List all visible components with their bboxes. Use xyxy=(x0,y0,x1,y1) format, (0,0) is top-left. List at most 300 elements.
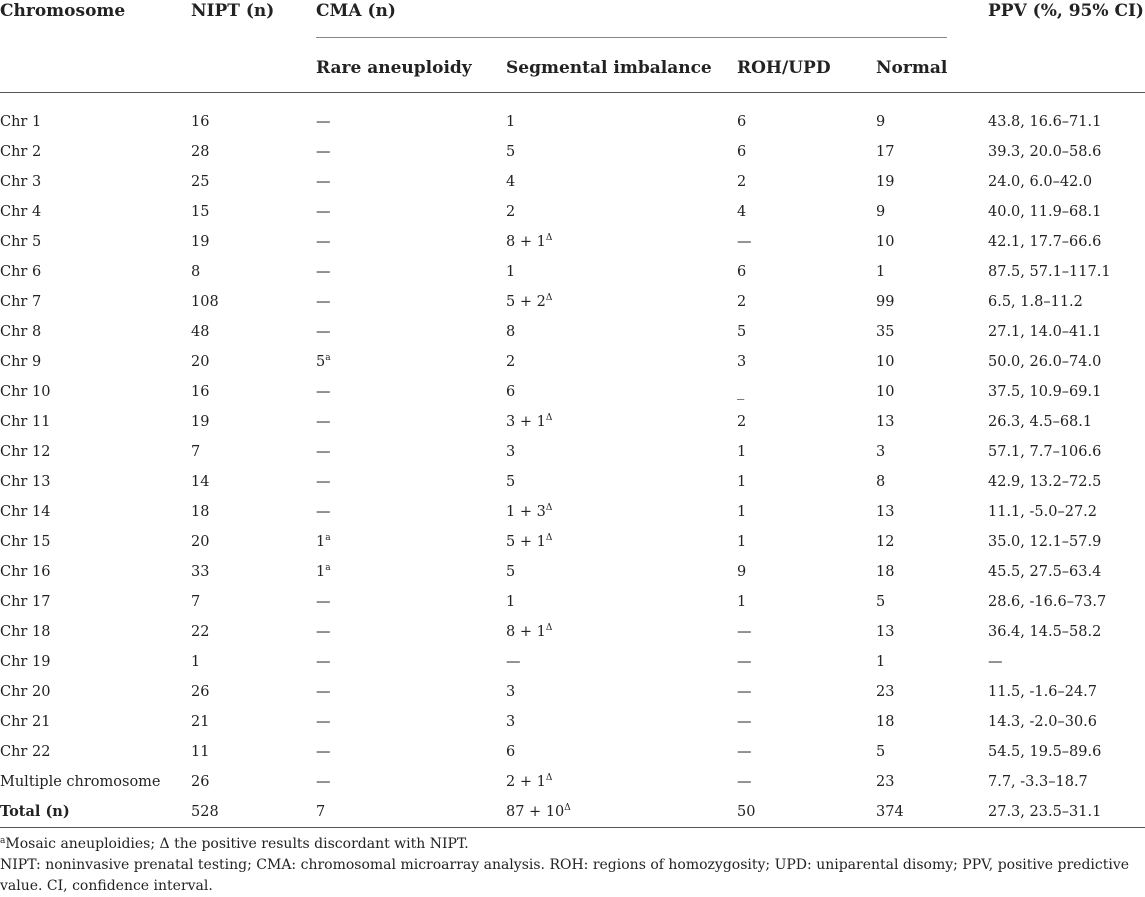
cell-chromosome-value: Chr 13 xyxy=(0,474,51,490)
cell-ppv xyxy=(988,167,1092,197)
cell-segmental-imbalance-value: 1 + 3 xyxy=(506,504,546,520)
cell-nipt xyxy=(191,467,209,497)
cell-nipt-value: 19 xyxy=(191,234,210,250)
cell-ppv-value: 7.7, -3.3–18.7 xyxy=(988,774,1088,790)
cell-chromosome xyxy=(0,347,41,377)
cell-rare-aneuploidy-value: — xyxy=(316,474,331,490)
cell-normal xyxy=(876,587,885,617)
cell-ppv xyxy=(988,647,1003,677)
cell-roh-upd-value: 2 xyxy=(737,414,747,430)
cell-ppv-value: 11.1, -5.0–27.2 xyxy=(988,504,1097,520)
cell-rare-aneuploidy-value: 7 xyxy=(316,804,326,820)
cell-segmental-imbalance xyxy=(506,137,515,167)
cell-segmental-imbalance-value: 1 xyxy=(506,264,516,280)
cell-ppv-value: 28.6, -16.6–73.7 xyxy=(988,594,1107,610)
cell-roh-upd xyxy=(737,797,755,827)
cell-chromosome xyxy=(0,467,50,497)
cell-segmental-imbalance-value: 4 xyxy=(506,174,516,190)
cell-segmental-imbalance-value: 3 xyxy=(506,684,516,700)
cell-chromosome xyxy=(0,707,50,737)
table-row xyxy=(0,587,1145,617)
cell-rare-aneuploidy xyxy=(316,557,331,587)
cell-segmental-imbalance xyxy=(506,767,552,797)
cell-rare-aneuploidy xyxy=(316,587,331,617)
cell-segmental-imbalance-value: 8 + 1 xyxy=(506,624,546,640)
cell-segmental-imbalance xyxy=(506,707,515,737)
cell-rare-aneuploidy xyxy=(316,737,331,767)
cell-rare-aneuploidy xyxy=(316,317,331,347)
cell-normal xyxy=(876,197,885,227)
cell-nipt xyxy=(191,677,209,707)
cell-segmental-imbalance-superscript: Δ xyxy=(564,803,571,813)
cell-roh-upd xyxy=(737,227,752,257)
cell-roh-upd-value: 6 xyxy=(737,114,747,130)
cell-rare-aneuploidy-value: — xyxy=(316,324,331,340)
footnote-text-1: Mosaic aneuploidies; Δ the positive results discordant with NIPT. xyxy=(5,836,469,852)
cell-roh-upd xyxy=(737,737,752,767)
cell-rare-aneuploidy-value: — xyxy=(316,144,331,160)
cell-nipt xyxy=(191,647,200,677)
cell-rare-aneuploidy xyxy=(316,137,331,167)
cell-normal xyxy=(876,137,894,167)
cell-chromosome xyxy=(0,107,41,137)
footnote-symbols xyxy=(0,834,1140,855)
cell-segmental-imbalance-value: 5 + 2 xyxy=(506,294,546,310)
cell-ppv xyxy=(988,767,1088,797)
cell-nipt-value: 20 xyxy=(191,534,210,550)
cell-roh-upd-value: 2 xyxy=(737,174,747,190)
cell-chromosome-value: Chr 14 xyxy=(0,504,51,520)
cell-roh-upd-value: 1 xyxy=(737,504,747,520)
cell-ppv-value: 24.0, 6.0–42.0 xyxy=(988,174,1093,190)
cell-ppv xyxy=(988,437,1101,467)
cell-chromosome-value: Chr 2 xyxy=(0,144,42,160)
cell-rare-aneuploidy-value: 1 xyxy=(316,564,326,580)
cell-segmental-imbalance xyxy=(506,527,552,557)
cell-roh-upd-value: 1 xyxy=(737,594,747,610)
cell-roh-upd xyxy=(737,317,746,347)
cell-normal-value: 99 xyxy=(876,294,895,310)
cell-chromosome xyxy=(0,317,41,347)
cell-ppv-value: 50.0, 26.0–74.0 xyxy=(988,354,1102,370)
cell-segmental-imbalance xyxy=(506,647,521,677)
cell-roh-upd xyxy=(737,587,746,617)
cell-segmental-imbalance xyxy=(506,197,515,227)
cell-ppv-value: 36.4, 14.5–58.2 xyxy=(988,624,1102,640)
cell-rare-aneuploidy xyxy=(316,287,331,317)
cell-nipt-value: 16 xyxy=(191,114,210,130)
cell-ppv-value: 11.5, -1.6–24.7 xyxy=(988,684,1097,700)
cell-segmental-imbalance-value: 2 xyxy=(506,204,516,220)
cell-nipt-value: 1 xyxy=(191,654,201,670)
cell-nipt-value: 48 xyxy=(191,324,210,340)
cell-roh-upd xyxy=(737,557,746,587)
table-row xyxy=(0,437,1145,467)
cell-segmental-imbalance-value: 3 xyxy=(506,444,516,460)
cell-nipt-value: 15 xyxy=(191,204,210,220)
cell-segmental-imbalance xyxy=(506,467,515,497)
cell-chromosome-value: Chr 12 xyxy=(0,444,51,460)
cell-normal-value: 1 xyxy=(876,654,886,670)
table-row xyxy=(0,557,1145,587)
cell-roh-upd xyxy=(737,287,746,317)
cell-chromosome xyxy=(0,647,50,677)
table-row xyxy=(0,317,1145,347)
cell-ppv xyxy=(988,377,1101,407)
cell-nipt xyxy=(191,617,209,647)
cell-rare-aneuploidy xyxy=(316,527,331,557)
cell-normal xyxy=(876,407,894,437)
cell-nipt-value: 108 xyxy=(191,294,219,310)
cell-nipt-value: 19 xyxy=(191,414,210,430)
cell-chromosome xyxy=(0,617,50,647)
cell-normal-value: 374 xyxy=(876,804,904,820)
cell-roh-upd-value: 2 xyxy=(737,294,747,310)
cell-normal-value: 3 xyxy=(876,444,886,460)
cell-nipt-value: 21 xyxy=(191,714,210,730)
cell-nipt xyxy=(191,737,209,767)
cell-nipt xyxy=(191,497,209,527)
table-row xyxy=(0,407,1145,437)
cell-rare-aneuploidy xyxy=(316,227,331,257)
cell-roh-upd xyxy=(737,767,752,797)
table-row-total xyxy=(0,797,1145,827)
cell-segmental-imbalance xyxy=(506,437,515,467)
cell-segmental-imbalance-value: 5 xyxy=(506,474,516,490)
cell-rare-aneuploidy xyxy=(316,707,331,737)
table-row xyxy=(0,257,1145,287)
cell-roh-upd xyxy=(737,707,752,737)
cell-roh-upd xyxy=(737,167,746,197)
cell-rare-aneuploidy-value: — xyxy=(316,654,331,670)
cell-chromosome xyxy=(0,527,50,557)
cell-segmental-imbalance xyxy=(506,347,515,377)
cell-ppv xyxy=(988,467,1101,497)
cell-nipt xyxy=(191,347,209,377)
cell-nipt xyxy=(191,437,200,467)
cell-chromosome-value: Multiple chromosome xyxy=(0,774,161,790)
cell-segmental-imbalance-value: 5 + 1 xyxy=(506,534,546,550)
cell-roh-upd-value: 5 xyxy=(737,324,747,340)
cell-ppv xyxy=(988,197,1101,227)
cell-normal xyxy=(876,437,885,467)
cell-rare-aneuploidy-value: — xyxy=(316,684,331,700)
cell-roh-upd-value: 50 xyxy=(737,804,756,820)
cell-roh-upd-value: — xyxy=(737,774,752,790)
table-bottom-rule xyxy=(0,827,1145,828)
header-normal: Normal xyxy=(876,58,948,78)
cell-nipt xyxy=(191,107,209,137)
cell-rare-aneuploidy xyxy=(316,167,331,197)
cell-ppv-value: 26.3, 4.5–68.1 xyxy=(988,414,1093,430)
cell-nipt-value: 16 xyxy=(191,384,210,400)
cell-normal-value: 1 xyxy=(876,264,886,280)
cell-roh-upd xyxy=(737,407,746,437)
cell-roh-upd xyxy=(737,617,752,647)
cell-segmental-imbalance xyxy=(506,107,515,137)
cell-chromosome xyxy=(0,557,50,587)
cell-normal-value: 10 xyxy=(876,384,895,400)
cell-normal-value: 10 xyxy=(876,354,895,370)
cell-roh-upd-value: 1 xyxy=(737,444,747,460)
cell-nipt-value: 22 xyxy=(191,624,210,640)
cell-segmental-imbalance-value: 87 + 10 xyxy=(506,804,565,820)
footnote-marker: a xyxy=(0,836,6,846)
cell-segmental-imbalance-superscript: Δ xyxy=(545,533,553,543)
cell-chromosome-value: Total (n) xyxy=(0,803,70,820)
cma-header-rule xyxy=(316,37,947,38)
cell-normal xyxy=(876,347,894,377)
cell-roh-upd-value: 6 xyxy=(737,144,747,160)
cell-nipt xyxy=(191,257,200,287)
cell-chromosome-value: Chr 1 xyxy=(0,114,42,130)
cell-normal-value: 5 xyxy=(876,744,886,760)
cell-rare-aneuploidy xyxy=(316,467,331,497)
cell-roh-upd-value: — xyxy=(737,654,752,670)
cell-rare-aneuploidy xyxy=(316,197,331,227)
cell-roh-upd-value: — xyxy=(737,744,752,760)
footnote-abbreviations: NIPT: noninvasive prenatal testing; CMA: chromosomal microarray analysis. ROH: regions of homozygosity; UPD: uniparental disomy; PPV, positive predictive value. CI, confidence interval. xyxy=(0,857,1130,894)
cell-ppv-value: 27.3, 23.5–31.1 xyxy=(988,804,1102,820)
cell-rare-aneuploidy-value: — xyxy=(316,384,331,400)
cell-ppv-value: 27.1, 14.0–41.1 xyxy=(988,324,1102,340)
cell-chromosome-value: Chr 4 xyxy=(0,204,42,220)
cell-nipt-value: 528 xyxy=(191,804,219,820)
table-row xyxy=(0,377,1145,407)
cell-roh-upd xyxy=(737,347,746,377)
cell-roh-upd xyxy=(737,677,752,707)
cell-normal-value: 13 xyxy=(876,414,895,430)
table-row xyxy=(0,287,1145,317)
cell-chromosome-value: Chr 9 xyxy=(0,354,42,370)
cell-ppv-value: — xyxy=(988,654,1003,670)
cell-rare-aneuploidy-superscript: a xyxy=(325,563,331,573)
cell-segmental-imbalance-value: 3 + 1 xyxy=(506,414,546,430)
cell-ppv xyxy=(988,527,1101,557)
cell-roh-upd-value: 3 xyxy=(737,354,747,370)
cell-rare-aneuploidy xyxy=(316,377,331,407)
cell-chromosome xyxy=(0,737,50,767)
cell-normal xyxy=(876,227,894,257)
cell-normal-value: 18 xyxy=(876,714,895,730)
cell-normal xyxy=(876,677,894,707)
cell-roh-upd-value: 6 xyxy=(737,264,747,280)
cell-chromosome xyxy=(0,197,41,227)
cell-rare-aneuploidy xyxy=(316,257,331,287)
cell-normal-value: 19 xyxy=(876,174,895,190)
cell-ppv xyxy=(988,257,1111,287)
cell-normal-value: 35 xyxy=(876,324,895,340)
cell-segmental-imbalance xyxy=(506,167,515,197)
cell-ppv xyxy=(988,557,1101,587)
cell-roh-upd xyxy=(737,497,746,527)
cell-segmental-imbalance-value: 5 xyxy=(506,564,516,580)
table-row xyxy=(0,467,1145,497)
table-row xyxy=(0,527,1145,557)
cell-segmental-imbalance-superscript: Δ xyxy=(545,233,553,243)
cell-segmental-imbalance xyxy=(506,587,515,617)
cell-chromosome-value: Chr 15 xyxy=(0,534,51,550)
table-row xyxy=(0,167,1145,197)
cell-ppv-value: 37.5, 10.9–69.1 xyxy=(988,384,1102,400)
cell-segmental-imbalance-superscript: Δ xyxy=(545,623,553,633)
cell-rare-aneuploidy-value: 5 xyxy=(316,354,326,370)
cell-normal xyxy=(876,287,894,317)
cell-rare-aneuploidy-value: — xyxy=(316,774,331,790)
cell-rare-aneuploidy xyxy=(316,437,331,467)
cell-rare-aneuploidy xyxy=(316,677,331,707)
cell-chromosome xyxy=(0,257,41,287)
cell-ppv xyxy=(988,407,1092,437)
cell-roh-upd-value: _ xyxy=(737,384,745,400)
cell-rare-aneuploidy xyxy=(316,407,331,437)
cell-ppv xyxy=(988,227,1101,257)
cell-chromosome xyxy=(0,797,70,827)
header-bottom-rule xyxy=(0,92,1145,93)
table-row xyxy=(0,767,1145,797)
cell-chromosome xyxy=(0,437,50,467)
cell-normal xyxy=(876,107,885,137)
cell-rare-aneuploidy xyxy=(316,617,331,647)
header-roh-upd: ROH/UPD xyxy=(737,58,831,78)
cell-normal xyxy=(876,497,894,527)
cell-ppv-value: 35.0, 12.1–57.9 xyxy=(988,534,1102,550)
cell-normal-value: 10 xyxy=(876,234,895,250)
cell-roh-upd xyxy=(737,107,746,137)
cell-nipt xyxy=(191,287,219,317)
cell-nipt-value: 25 xyxy=(191,174,210,190)
cell-nipt-value: 7 xyxy=(191,594,201,610)
cell-normal xyxy=(876,707,894,737)
cell-rare-aneuploidy xyxy=(316,347,331,377)
cell-ppv xyxy=(988,707,1097,737)
cell-normal-value: 5 xyxy=(876,594,886,610)
cell-nipt-value: 33 xyxy=(191,564,210,580)
cell-segmental-imbalance xyxy=(506,557,515,587)
cell-nipt-value: 8 xyxy=(191,264,201,280)
cell-nipt xyxy=(191,317,209,347)
cell-normal-value: 23 xyxy=(876,774,895,790)
cell-ppv-value: 42.1, 17.7–66.6 xyxy=(988,234,1102,250)
cell-segmental-imbalance-value: 1 xyxy=(506,114,516,130)
cell-normal-value: 17 xyxy=(876,144,895,160)
table-row xyxy=(0,617,1145,647)
table-row xyxy=(0,107,1145,137)
cell-nipt-value: 26 xyxy=(191,684,210,700)
cell-normal xyxy=(876,647,885,677)
cell-normal xyxy=(876,617,894,647)
cell-normal xyxy=(876,257,885,287)
cell-chromosome xyxy=(0,227,41,257)
table-row xyxy=(0,497,1145,527)
cell-segmental-imbalance-value: 2 + 1 xyxy=(506,774,546,790)
cell-rare-aneuploidy-value: — xyxy=(316,174,331,190)
cell-normal-value: 9 xyxy=(876,114,886,130)
cell-roh-upd-value: — xyxy=(737,234,752,250)
cell-segmental-imbalance-superscript: Δ xyxy=(545,773,553,783)
cell-segmental-imbalance xyxy=(506,287,552,317)
cell-ppv xyxy=(988,797,1101,827)
cell-chromosome-value: Chr 7 xyxy=(0,294,42,310)
cell-chromosome-value: Chr 5 xyxy=(0,234,42,250)
cell-chromosome-value: Chr 18 xyxy=(0,624,51,640)
cell-rare-aneuploidy-value: — xyxy=(316,714,331,730)
header-ppv: PPV (%, 95% CI) xyxy=(988,1,1144,21)
cell-normal xyxy=(876,527,894,557)
cell-nipt xyxy=(191,167,209,197)
cell-ppv-value: 43.8, 16.6–71.1 xyxy=(988,114,1102,130)
cell-segmental-imbalance-value: 8 + 1 xyxy=(506,234,546,250)
cell-chromosome xyxy=(0,587,50,617)
cell-segmental-imbalance-value: 2 xyxy=(506,354,516,370)
cell-ppv-value: 54.5, 19.5–89.6 xyxy=(988,744,1102,760)
cell-chromosome xyxy=(0,497,50,527)
cell-roh-upd xyxy=(737,377,744,407)
header-nipt: NIPT (n) xyxy=(191,1,275,21)
cell-segmental-imbalance xyxy=(506,617,552,647)
cell-roh-upd-value: — xyxy=(737,714,752,730)
cell-roh-upd-value: — xyxy=(737,624,752,640)
table-row xyxy=(0,737,1145,767)
cell-ppv xyxy=(988,587,1106,617)
cell-normal-value: 8 xyxy=(876,474,886,490)
cell-rare-aneuploidy-value: — xyxy=(316,444,331,460)
cell-rare-aneuploidy xyxy=(316,647,331,677)
cell-chromosome-value: Chr 3 xyxy=(0,174,42,190)
cell-chromosome xyxy=(0,767,161,797)
cell-roh-upd xyxy=(737,467,746,497)
cell-chromosome-value: Chr 17 xyxy=(0,594,51,610)
cell-normal-value: 9 xyxy=(876,204,886,220)
cell-segmental-imbalance-value: — xyxy=(506,654,521,670)
cell-ppv-value: 57.1, 7.7–106.6 xyxy=(988,444,1102,460)
cell-ppv xyxy=(988,317,1101,347)
cell-segmental-imbalance xyxy=(506,407,552,437)
cell-rare-aneuploidy-value: — xyxy=(316,504,331,520)
cell-chromosome xyxy=(0,167,41,197)
table-row xyxy=(0,137,1145,167)
cell-ppv xyxy=(988,617,1101,647)
cell-rare-aneuploidy-value: — xyxy=(316,414,331,430)
cell-nipt-value: 20 xyxy=(191,354,210,370)
cell-rare-aneuploidy xyxy=(316,497,331,527)
cell-ppv xyxy=(988,137,1101,167)
table-row xyxy=(0,677,1145,707)
cell-nipt-value: 18 xyxy=(191,504,210,520)
cell-chromosome xyxy=(0,137,41,167)
cell-nipt xyxy=(191,707,209,737)
cell-normal xyxy=(876,467,885,497)
cell-nipt xyxy=(191,227,209,257)
cell-roh-upd xyxy=(737,647,752,677)
cell-ppv-value: 6.5, 1.8–11.2 xyxy=(988,294,1083,310)
cell-chromosome xyxy=(0,407,50,437)
cell-rare-aneuploidy-value: — xyxy=(316,204,331,220)
cell-ppv-value: 14.3, -2.0–30.6 xyxy=(988,714,1097,730)
cell-ppv-value: 87.5, 57.1–117.1 xyxy=(988,264,1111,280)
cell-normal xyxy=(876,317,894,347)
table-row xyxy=(0,647,1145,677)
cell-nipt xyxy=(191,797,219,827)
cell-segmental-imbalance xyxy=(506,677,515,707)
cell-segmental-imbalance-value: 5 xyxy=(506,144,516,160)
cell-chromosome xyxy=(0,287,41,317)
cell-rare-aneuploidy-value: — xyxy=(316,294,331,310)
cell-roh-upd xyxy=(737,437,746,467)
cell-nipt xyxy=(191,407,209,437)
cell-rare-aneuploidy-value: — xyxy=(316,744,331,760)
cell-chromosome-value: Chr 8 xyxy=(0,324,42,340)
